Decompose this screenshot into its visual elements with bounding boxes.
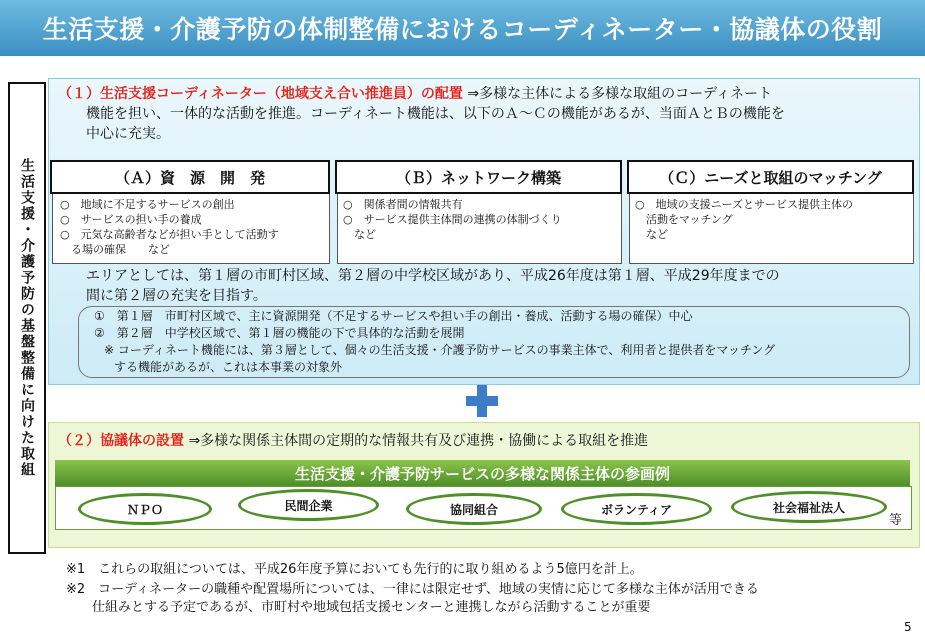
participant-private-company: 民間企業: [238, 489, 379, 521]
list-item: ○ 地域の支援ニーズとサービス提供主体の: [635, 198, 854, 211]
side-label-text: 生活支援・介護予防の基盤整備に向けた取組: [19, 158, 35, 478]
function-a-heading: （Ａ）資 源 開 発: [50, 160, 330, 194]
coordinator-heading: （１）生活支援コーディネーター（地域支え合い推進員）の配置: [58, 86, 463, 102]
area-line2: 間に第２層の充実を目指す。: [86, 288, 267, 304]
council-heading: （２）協議体の設置: [58, 433, 184, 449]
function-c-list: [635, 197, 853, 242]
coordinator-desc-line2: 機能を担い、一体的な活動を推進。コーディネート機能は、以下のＡ～Ｃの機能があるが、当面ＡとＢの機能を: [86, 106, 785, 122]
note-3: 仕組みとする予定であるが、市町村や地域包括支援センターと連携しながら活動することが重要: [66, 600, 651, 615]
coordinator-desc-line3: 中心に充実。: [86, 126, 170, 142]
coordinator-heading-note: ⇒多様な主体による多様な取組のコーディネート: [467, 86, 772, 102]
note-2: ※2 コーディネーターの職種や配置場所については、一律には限定せず、地域の実情に応じて多様な主体が活用できる: [66, 582, 759, 597]
note-1: ※1 これらの取組については、平成26年度予算においても先行的に取り組めるよう5億円を計上。: [66, 562, 643, 577]
coordinator-heading-row: [58, 83, 772, 103]
list-item: 活動をマッチング: [635, 213, 733, 226]
council-heading-row: [58, 430, 648, 450]
function-b-heading: （Ｂ）ネットワーク構築: [335, 160, 622, 194]
participants-band: 生活支援・介護予防サービスの多様な関係主体の参画例: [55, 460, 910, 486]
layer1-text: ① 第１層 市町村区域で、主に資源開発（不足するサービスや担い手の創出・養成、活動する場の確保）中心: [94, 309, 693, 323]
layer-note1: ※ コーディネート機能には、第３層として、個々の生活支援・介護予防サービスの事業主体で、利用者と提供者をマッチング: [104, 343, 776, 357]
participant-volunteer: ボランティア: [561, 493, 712, 525]
area-line1: エリアとしては、第１層の市町村区域、第２層の中学校区域があり、平成26年度は第１層、平成29年度までの: [86, 268, 780, 284]
list-item: ○ サービスの担い手の養成: [60, 213, 202, 226]
side-label-box: [8, 82, 46, 554]
participants-box: [55, 486, 912, 530]
participant-cooperative: 協同組合: [406, 493, 542, 525]
list-item: など: [343, 228, 376, 241]
plus-icon: [466, 385, 498, 417]
list-item: など: [635, 228, 668, 241]
participant-npo: ＮＰＯ: [78, 493, 212, 525]
list-item: ○ サービス提供主体間の連携の体制づくり: [343, 213, 562, 226]
page-number: 5: [904, 620, 912, 634]
participants-etc: 等: [889, 513, 903, 528]
council-heading-note: ⇒多様な関係主体間の定期的な情報共有及び連携・協働による取組を推進: [188, 433, 649, 449]
function-a-list: [60, 197, 279, 257]
layer2-text: ② 第２層 中学校区域で、第１層の機能の下で具体的な活動を展開: [94, 326, 465, 340]
list-item: ○ 地域に不足するサービスの創出: [60, 198, 235, 211]
page-title: 生活支援・介護予防の体制整備におけるコーディネーター・協議体の役割: [42, 15, 883, 44]
function-b-list: [343, 197, 562, 242]
participant-social-welfare-corp: 社会福祉法人: [731, 491, 887, 523]
title-bar: [0, 0, 925, 56]
function-c-heading: （Ｃ）ニーズと取組のマッチング: [627, 160, 914, 194]
list-item: る場の確保 など: [60, 243, 170, 256]
list-item: ○ 関係者間の情報共有: [343, 198, 463, 211]
layer-note2: する機能があるが、これは本事業の対象外: [114, 360, 343, 374]
list-item: ○ 元気な高齢者などが担い手として活動す: [60, 228, 279, 241]
